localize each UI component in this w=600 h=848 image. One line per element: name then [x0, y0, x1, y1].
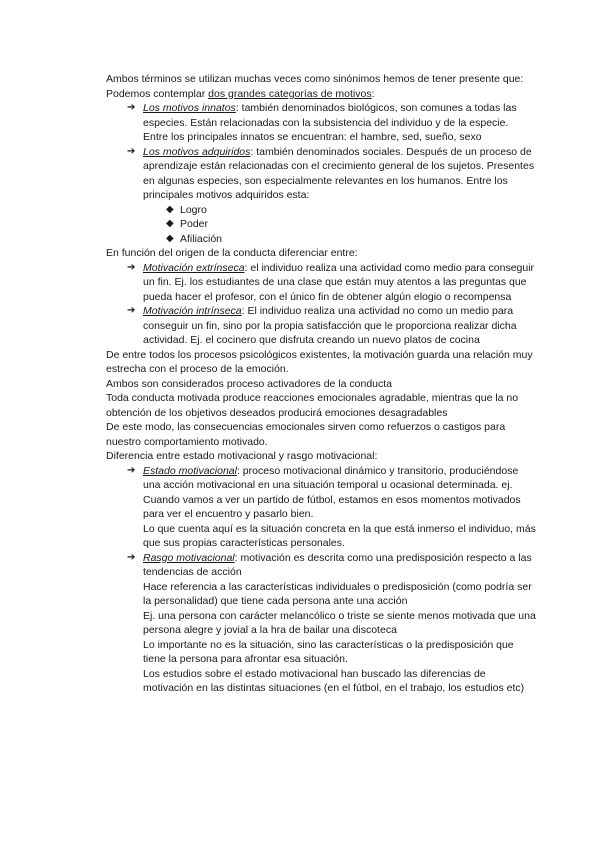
paragraph-emotion: De entre todos los procesos psicológicos existentes, la motivación guarda una relación muy estrecha con el proceso de la emoción.: [106, 348, 533, 375]
innate-motives-item: ➔ Los motivos innatos: también denominados biológicos, son comunes a todas las especies. Están relacionadas con la subsistencia del individuo y de la especie. Entre los principales innatos se encuentran: el hambre, sed, sueño, sexo: [127, 102, 517, 143]
acquired-term: Los motivos adquiridos: [143, 145, 251, 158]
arrow-bullet-icon: ➔: [127, 551, 136, 563]
origin-intro: En función del origen de la conducta diferenciar entre:: [106, 247, 358, 259]
acquired-list-item: ◆ Afiliación: [166, 232, 223, 245]
state-term: Estado motivacional: [143, 464, 237, 477]
categories-underline: dos grandes categorías de motivos: [208, 87, 372, 100]
acquired-list-item: ◆ Poder: [166, 218, 209, 230]
arrow-bullet-icon: ➔: [127, 145, 136, 157]
paragraph-reactions: Toda conducta motivada produce reacciones emocionales agradable, mientras que la no obtención de los objetivos deseados producirá emociones desagradables: [106, 392, 519, 419]
paragraph-consequences: De este modo, las consecuencias emocionales sirven como refuerzos o castigos para nuestro comportamiento motivado.: [106, 421, 506, 448]
paragraph-activators: Ambos son considerados proceso activadores de la conducta: [106, 377, 393, 390]
trait-item: ➔ Rasgo motivacional: motivación es descrita como una predisposición respecto a las tendencias de acción Hace referencia a las características individuales o predisposición (como podría ser la personalidad) que tiene cada persona ante una acción Ej. una persona con carácter melancólico o triste se siente menos motivada que una persona alegre y jovial a la hra de bailar una discoteca Lo importante no es la situación, sino las características o la predisposición que tiene la persona para afrontar esa situación. Los estudios sobre el estado motivacional han buscado las diferencias de motivación en las distintas situaciones (en el fútbol, en el trabajo, los estudios etc): [127, 551, 536, 694]
state-item: ➔ Estado motivacional: proceso motivacional dinámico y transitorio, produciéndose una acción motivacional en una situación temporal u ocasional determinada. ej. Cuando vamos a ver un partido de fútbol, estamos en esos momentos motivados para ver el encuentro y pasarlo bien. Lo que cuenta aquí es la situación concreta en la que está inmerso el individuo, más que sus propias características personales.: [127, 464, 536, 549]
trait-detail: Hace referencia a las características individuales o predisposición (como podría ser la personalidad) que tiene cada persona ante una acción: [143, 580, 532, 607]
intro-paragraph: Ambos términos se utilizan muchas veces como sinónimos hemos de tener presente que:: [106, 73, 524, 85]
extrinsic-term: Motivación extrínseca: [143, 261, 245, 274]
trait-example: Ej. una persona con carácter melancólico o triste se siente menos motivada que una persona alegre y jovial a la hra de bailar una discoteca: [143, 609, 536, 636]
extrinsic-item: ➔ Motivación extrínseca: el individuo realiza una actividad como medio para conseguir un fin. Ej. los estudiantes de una clase que están muy atentos a las preguntas que pueda hacer el profesor, con el único fin de obtener algún elogio o recompensa: [127, 261, 535, 303]
acquired-list-item: ◆ Logro: [166, 203, 207, 216]
trait-studies: Los estudios sobre el estado motivacional han buscado las diferencias de motivación en las distintas situaciones (en el fútbol, en el trabajo, los estudios etc): [143, 667, 525, 694]
acquired-motives-item: ➔ Los motivos adquiridos: también denominados sociales. Después de un proceso de aprendizaje están relacionadas con el crecimiento general de los sujetos. Presentes en algunas especies, son especialmente relevantes en los humanos. Entre los principales motivos adquiridos esta:: [127, 145, 535, 201]
diamond-bullet-icon: ◆: [166, 203, 174, 215]
diamond-bullet-icon: ◆: [166, 232, 174, 244]
state-detail: Lo que cuenta aquí es la situación concreta en la que está inmerso el individuo, más que sus propias características personales.: [143, 522, 536, 549]
innate-term: Los motivos innatos: [143, 102, 236, 114]
diamond-bullet-icon: ◆: [166, 218, 174, 229]
arrow-bullet-icon: ➔: [127, 102, 136, 113]
trait-importance: Lo importante no es la situación, sino las características o la predisposición que tiene la persona para afrontar esa situación.: [143, 638, 514, 665]
trait-term: Rasgo motivacional: [143, 551, 235, 564]
paragraph-difference: Diferencia entre estado motivacional y rasgo motivacional:: [106, 450, 378, 462]
arrow-bullet-icon: ➔: [127, 305, 136, 316]
categories-intro: Podemos contemplar dos grandes categorías de motivos:: [106, 87, 375, 100]
arrow-bullet-icon: ➔: [127, 261, 136, 273]
arrow-bullet-icon: ➔: [127, 464, 136, 476]
document-page: [106, 72, 536, 696]
intrinsic-term: Motivación intrínseca: [143, 305, 242, 317]
intrinsic-item: ➔ Motivación intrínseca: El individuo realiza una actividad no como un medio para conseguir un fin, sino por la propia satisfacción que le proporciona realizar dicha actividad. Ej. el cocinero que disfruta creando un nuevo platos de cocina: [127, 305, 517, 346]
